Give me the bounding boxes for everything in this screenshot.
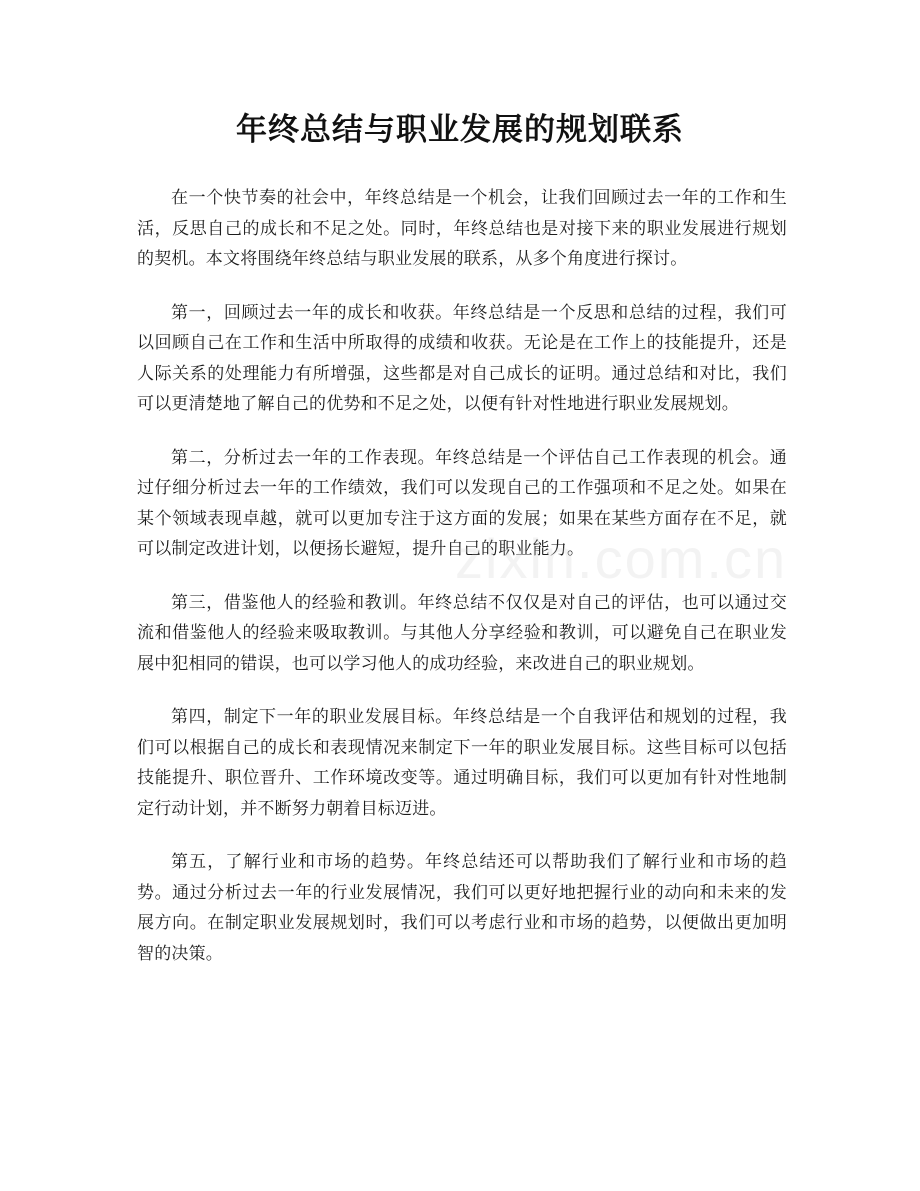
- page-title: 年终总结与职业发展的规划联系: [236, 112, 684, 148]
- document-body: [137, 183, 787, 992]
- paragraph-fifth: 第五，了解行业和市场的趋势。年终总结还可以帮助我们了解行业和市场的趋势。通过分析过去一年的行业发展情况，我们可以更好地把握行业的动向和未来的发展方向。在制定职业发展规划时，我们可以考虑行业和市场的趋势，以便做出更加明智的决策。: [137, 852, 787, 964]
- paragraph-fourth: 第四，制定下一年的职业发展目标。年终总结是一个自我评估和规划的过程，我们可以根据自己的成长和表现情况来制定下一年的职业发展目标。这些目标可以包括技能提升、职位晋升、工作环境改变等。通过明确目标，我们可以更加有针对性地制定行动计划，并不断努力朝着目标迈进。: [137, 707, 787, 819]
- paragraph-second: 第二，分析过去一年的工作表现。年终总结是一个评估自己工作表现的机会。通过仔细分析过去一年的工作绩效，我们可以发现自己的工作强项和不足之处。如果在某个领域表现卓越，就可以更加专注于这方面的发展；如果在某些方面存在不足，就可以制定改进计划，以便扬长避短，提升自己的职业能力。: [137, 447, 787, 559]
- paragraph-third: 第三，借鉴他人的经验和教训。年终总结不仅仅是对自己的评估，也可以通过交流和借鉴他人的经验来吸取教训。与其他人分享经验和教训，可以避免自己在职业发展中犯相同的错误，也可以学习他人的成功经验，来改进自己的职业规划。: [137, 592, 787, 674]
- paragraph-intro: 在一个快节奏的社会中，年终总结是一个机会，让我们回顾过去一年的工作和生活，反思自己的成长和不足之处。同时，年终总结也是对接下来的职业发展进行规划的契机。本文将围绕年终总结与职业发展的联系，从多个角度进行探讨。: [137, 188, 787, 269]
- watermark: zixin.com.cn: [455, 527, 788, 590]
- paragraph-first: 第一，回顾过去一年的成长和收获。年终总结是一个反思和总结的过程，我们可以回顾自己在工作和生活中所取得的成绩和收获。无论是在工作上的技能提升，还是人际关系的处理能力有所增强，这些都是对自己成长的证明。通过总结和对比，我们可以更清楚地了解自己的优势和不足之处，以便有针对性地进行职业发展规划。: [137, 302, 787, 414]
